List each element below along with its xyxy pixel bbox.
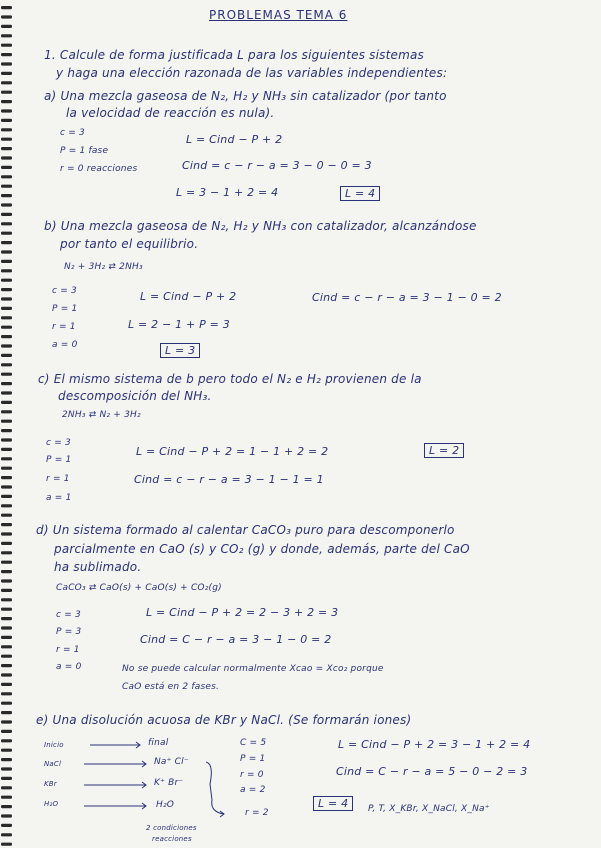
part-b-reaction: N₂ + 3H₂ ⇄ 2NH₃ — [64, 262, 143, 272]
part-e-row1-left: Inicio — [44, 741, 64, 749]
part-d-statement-line2: parcialmente en CaO (s) y CO₂ (g) y donde, además, parte del CaO — [54, 542, 470, 556]
part-b-r: r = 1 — [52, 322, 76, 332]
part-d-cind: Cind = C − r − a = 3 − 1 − 0 = 2 — [140, 633, 332, 646]
part-c-statement-line1: c) El mismo sistema de b pero todo el N₂ e H₂ provienen de la — [38, 372, 422, 386]
part-e-r: r = 0 — [240, 770, 264, 780]
part-c-r: r = 1 — [46, 474, 70, 484]
part-b-a: a = 0 — [52, 340, 78, 350]
part-e-a: a = 2 — [240, 785, 266, 795]
part-c-statement-line2: descomposición del NH₃. — [58, 389, 212, 403]
part-d-note-line2: CaO está en 2 fases. — [122, 682, 220, 692]
part-a-r: r = 0 reacciones — [60, 164, 138, 174]
part-e-r-equals: r = 2 — [245, 808, 269, 818]
part-e-reactions-note-line2: reacciones — [152, 835, 192, 843]
part-d-a: a = 0 — [56, 662, 82, 672]
part-b-c: c = 3 — [52, 286, 77, 296]
part-a-statement-line2: la velocidad de reacción es nula). — [66, 106, 275, 120]
part-c-c: c = 3 — [46, 438, 71, 448]
part-b-answer-box: L = 3 — [160, 343, 200, 358]
part-a-result: L = 3 − 1 + 2 = 4 — [176, 186, 279, 199]
part-e-answer-box: L = 4 — [313, 796, 353, 811]
part-a-cind: Cind = c − r − a = 3 − 0 − 0 = 3 — [182, 159, 372, 172]
part-a-p: P = 1 fase — [60, 146, 109, 156]
part-e-statement: e) Una disolución acuosa de KBr y NaCl. (Se formarán iones) — [36, 713, 412, 727]
part-e-row1-right: final — [148, 738, 169, 748]
page-title: PROBLEMAS TEMA 6 — [209, 8, 348, 22]
part-e-row2-left: NaCl — [44, 760, 62, 768]
part-e-row3-right: K⁺ Br⁻ — [154, 778, 184, 788]
part-c-a: a = 1 — [46, 493, 72, 503]
part-b-cind: Cind = c − r − a = 3 − 1 − 0 = 2 — [312, 291, 502, 304]
part-e-cind: Cind = C − r − a = 5 − 0 − 2 = 3 — [336, 765, 528, 778]
part-c-cind: Cind = c − r − a = 3 − 1 − 1 = 1 — [134, 473, 324, 486]
part-d-c: c = 3 — [56, 610, 81, 620]
part-d-statement-line3: ha sublimado. — [54, 560, 142, 574]
part-e-variables: P, T, X_KBr, X_NaCl, X_Na⁺ — [368, 804, 490, 814]
part-e-formula: L = Cind − P + 2 = 3 − 1 + 2 = 4 — [338, 738, 531, 751]
part-a-formula: L = Cind − P + 2 — [186, 133, 283, 146]
part-d-note-line1: No se puede calcular normalmente Xcao = Xco₂ porque — [122, 664, 384, 674]
part-d-r: r = 1 — [56, 645, 80, 655]
part-e-reactions-note-line1: 2 condiciones — [146, 824, 197, 832]
problem-1-statement-line1: 1. Calcule de forma justificada L para los siguientes sistemas — [44, 48, 424, 62]
part-c-p: P = 1 — [46, 455, 72, 465]
part-b-p: P = 1 — [52, 304, 78, 314]
part-c-answer-box: L = 2 — [424, 443, 464, 458]
part-c-reaction: 2NH₃ ⇄ N₂ + 3H₂ — [62, 410, 141, 420]
part-a-c: c = 3 — [60, 128, 85, 138]
part-e-p: P = 1 — [240, 754, 266, 764]
part-a-statement-line1: a) Una mezcla gaseosa de N₂, H₂ y NH₃ sin catalizador (por tanto — [44, 89, 447, 103]
part-d-statement-line1: d) Un sistema formado al calentar CaCO₃ puro para descomponerlo — [36, 523, 455, 537]
part-d-formula: L = Cind − P + 2 = 2 − 3 + 2 = 3 — [146, 606, 339, 619]
part-c-formula: L = Cind − P + 2 = 1 − 1 + 2 = 2 — [136, 445, 329, 458]
part-e-row4-right: H₂O — [156, 800, 175, 810]
part-d-p: P = 3 — [56, 627, 82, 637]
part-e-row4-left: H₂O — [44, 800, 59, 808]
part-e-row2-right: Na⁺ Cl⁻ — [154, 757, 189, 767]
part-e-row3-left: KBr — [44, 780, 57, 788]
part-a-answer-box: L = 4 — [340, 186, 380, 201]
part-b-formula: L = Cind − P + 2 — [140, 290, 237, 303]
problem-1-statement-line2: y haga una elección razonada de las variables independientes: — [56, 66, 448, 80]
part-b-statement-line1: b) Una mezcla gaseosa de N₂, H₂ y NH₃ con catalizador, alcanzándose — [44, 219, 477, 233]
part-d-reaction: CaCO₃ ⇄ CaO(s) + CaO(s) + CO₂(g) — [56, 583, 222, 593]
part-e-c: C = 5 — [240, 738, 267, 748]
part-b-statement-line2: por tanto el equilibrio. — [60, 237, 199, 251]
part-b-result: L = 2 − 1 + P = 3 — [128, 318, 230, 331]
